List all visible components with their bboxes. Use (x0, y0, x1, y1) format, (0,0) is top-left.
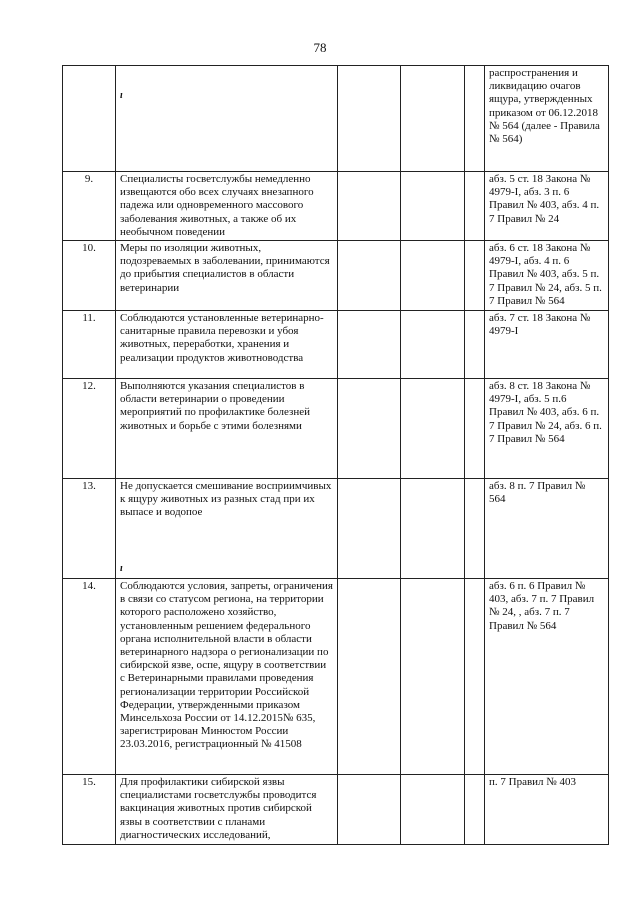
table-row (63, 775, 609, 845)
page-number: 78 (313, 40, 327, 55)
table-row (63, 579, 609, 775)
requirement-cell: Меры по изоляции животных, подозреваемых в заболевании, принимаются до прибытия специалистов в области ветеринарии (116, 241, 338, 311)
requirement-text: Не допускается смешивание восприимчивых к ящуру животных из разных стад при их выпасе и водопое (120, 480, 332, 519)
reference-cell: абз. 8 ст. 18 Закона № 4979-I, абз. 5 п.6 Правил № 403, абз. 6 п. 7 Правил № 24, абз. 6 п. 7 Правил № 564 (485, 379, 609, 479)
table-row (63, 241, 609, 311)
reference-cell: распространения и ликвидацию очагов ящура, утвержденных приказом от 06.12.2018 № 564 (далее - Правила № 564) (485, 66, 609, 172)
answer-cell (338, 66, 401, 172)
table-row (63, 172, 609, 241)
answer-cell (401, 479, 465, 579)
reference-cell: абз. 6 ст. 18 Закона № 4979-I, абз. 4 п. 6 Правил № 403, абз. 5 п. 7 Правил № 24, абз. 5 п. 7 Правил № 564 (485, 241, 609, 311)
requirement-cell: Соблюдаются установленные ветеринарно-санитарные правила перевозки и убоя животных, переработки, хранения и реализации продуктов животноводства (116, 311, 338, 379)
answer-cell (401, 775, 465, 845)
checklist-table (62, 65, 609, 845)
row-number: 14. (63, 579, 116, 775)
answer-cell (401, 579, 465, 775)
answer-cell (465, 379, 485, 479)
table-row (63, 379, 609, 479)
row-number: 12. (63, 379, 116, 479)
answer-cell (401, 311, 465, 379)
row-number: 15. (63, 775, 116, 845)
row-number: 13. (63, 479, 116, 579)
answer-cell (465, 241, 485, 311)
requirement-cell (116, 66, 338, 172)
answer-cell (401, 66, 465, 172)
pen-mark: ı (120, 562, 123, 574)
row-number: 10. (63, 241, 116, 311)
answer-cell (465, 66, 485, 172)
row-number (63, 66, 116, 172)
answer-cell (338, 172, 401, 241)
requirement-cell (116, 479, 338, 579)
answer-cell (401, 241, 465, 311)
answer-cell (338, 579, 401, 775)
table-row (63, 479, 609, 579)
reference-cell: абз. 5 ст. 18 Закона № 4979-I, абз. 3 п. 6 Правил № 403, абз. 4 п. 7 Правил № 24 (485, 172, 609, 241)
table-row (63, 66, 609, 172)
answer-cell (338, 775, 401, 845)
answer-cell (465, 579, 485, 775)
answer-cell (338, 379, 401, 479)
requirement-cell: Соблюдаются условия, запреты, ограничения в связи со статусом региона, на территории которого расположено хозяйство, установленным решением федерального органа исполнительной власти в области ветеринарного надзора о регионализации по сибирской язве, оспе, ящуру в соответствии с Ветеринарными правилами проведения регионализации территории Российской Федерации, утвержденными приказом Минсельхоза России от 14.12.2015№ 635, зарегистрирован Минюстом России 23.03.2016, регистрационный № 41508 (116, 579, 338, 775)
answer-cell (401, 172, 465, 241)
reference-cell: абз. 7 ст. 18 Закона № 4979-I (485, 311, 609, 379)
requirement-cell: Для профилактики сибирской язвы специалистами госветслужбы проводится вакцинация животных против сибирской язвы в соответствии с планами диагностических исследований, (116, 775, 338, 845)
answer-cell (338, 479, 401, 579)
table-row (63, 311, 609, 379)
answer-cell (465, 479, 485, 579)
reference-cell: п. 7 Правил № 403 (485, 775, 609, 845)
answer-cell (465, 172, 485, 241)
answer-cell (338, 311, 401, 379)
requirement-cell: Выполняются указания специалистов в области ветеринарии о проведении мероприятий по профилактике болезней животных и борьбе с этими болезнями (116, 379, 338, 479)
answer-cell (465, 775, 485, 845)
row-number: 9. (63, 172, 116, 241)
reference-cell: абз. 6 п. 6 Правил № 403, абз. 7 п. 7 Правил № 24, , абз. 7 п. 7 Правил № 564 (485, 579, 609, 775)
pen-mark: ı (120, 90, 123, 101)
requirement-cell: Специалисты госветслужбы немедленно извещаются обо всех случаях внезапного падежа или одновременного массового заболевания животных, а также об их необычном поведении (116, 172, 338, 241)
answer-cell (401, 379, 465, 479)
answer-cell (338, 241, 401, 311)
reference-cell: абз. 8 п. 7 Правил № 564 (485, 479, 609, 579)
answer-cell (465, 311, 485, 379)
row-number: 11. (63, 311, 116, 379)
